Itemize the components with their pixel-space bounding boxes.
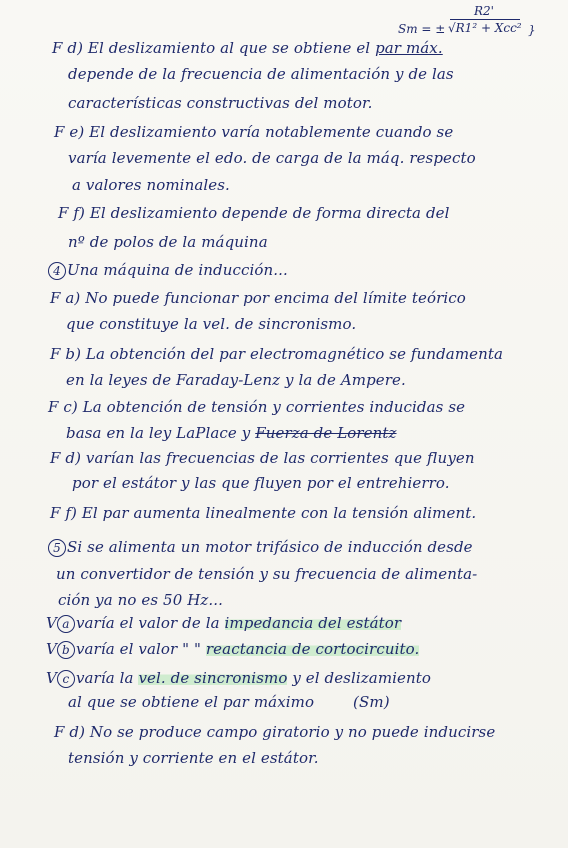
note-line: al que se obtiene el par máximo (Sm) [68, 693, 390, 711]
note-line [52, 38, 443, 58]
line-text: F d) El deslizamiento al que se obtiene el [52, 39, 376, 57]
note-line: ción ya no es 50 Hz... [58, 591, 223, 609]
question-heading [48, 260, 288, 280]
note-line: en la leyes de Faraday-Lenz y la de Ampere. [66, 371, 406, 389]
true-mark: V [46, 640, 57, 658]
option-circle: b [57, 641, 75, 659]
answer-line [46, 668, 431, 688]
formula-brace: } [528, 23, 536, 37]
formula-lhs: Sm = ± [398, 22, 446, 36]
note-line: F b) La obtención del par electromagnético se fundamenta [50, 345, 504, 363]
note-line: F f) El par aumenta linealmente con la tensión aliment. [50, 504, 477, 522]
true-mark: V [46, 669, 57, 687]
formula-numerator: R2' [474, 4, 494, 18]
note-line: que constituye la vel. de sincronismo. [66, 315, 357, 333]
formula-denominator: √R1² + Xcc² [448, 21, 522, 35]
line-text: Una máquina de inducción... [67, 261, 288, 279]
answer-line [46, 613, 401, 633]
note-line: varía levemente el edo. de carga de la máq. respecto [68, 149, 476, 167]
note-line: un convertidor de tensión y su frecuencia de alimenta- [56, 565, 478, 583]
line-text: varía la [75, 669, 139, 687]
fraction-bar [450, 19, 520, 20]
question-heading [48, 537, 473, 557]
note-line: tensión y corriente en el estátor. [68, 749, 319, 767]
note-line: nº de polos de la máquina [68, 233, 268, 251]
note-line: a valores nominales. [72, 176, 230, 194]
question-number-circle: 5 [48, 539, 66, 557]
highlighted-text: impedancia del estátor [224, 614, 402, 632]
line-text: y el deslizamiento [287, 669, 432, 687]
answer-line [46, 639, 419, 659]
true-mark: V [46, 614, 57, 632]
option-circle: c [57, 670, 75, 688]
line-text: basa en la ley LaPlace y [66, 424, 256, 442]
note-line: F d) No se produce campo giratorio y no puede inducirse [54, 723, 496, 741]
question-number-circle: 4 [48, 262, 66, 280]
highlighted-text: reactancia de cortocircuito. [205, 640, 420, 658]
note-line: F d) varían las frecuencias de las corrientes que fluyen [50, 449, 475, 467]
note-line: F a) No puede funcionar por encima del límite teórico [50, 289, 466, 307]
line-text: varía el valor " " [75, 640, 206, 658]
option-circle: a [57, 615, 75, 633]
note-line: F e) El deslizamiento varía notablemente cuando se [54, 123, 454, 141]
struck-text: Fuerza de Lorentz [255, 424, 397, 442]
line-text: Si se alimenta un motor trifásico de inducción desde [67, 538, 473, 556]
highlighted-text: vel. de sincronismo [138, 669, 288, 687]
note-line: por el estátor y las que fluyen por el entrehierro. [72, 474, 450, 492]
note-line: F f) El deslizamiento depende de forma directa del [58, 204, 450, 222]
line-text: varía el valor de la [75, 614, 225, 632]
note-line [66, 423, 397, 443]
note-line: características constructivas del motor. [68, 94, 373, 112]
underlined-text: par máx. [375, 39, 443, 57]
note-line: depende de la frecuencia de alimentación y de las [68, 65, 454, 83]
note-line: F c) La obtención de tensión y corrientes inducidas se [48, 398, 466, 416]
